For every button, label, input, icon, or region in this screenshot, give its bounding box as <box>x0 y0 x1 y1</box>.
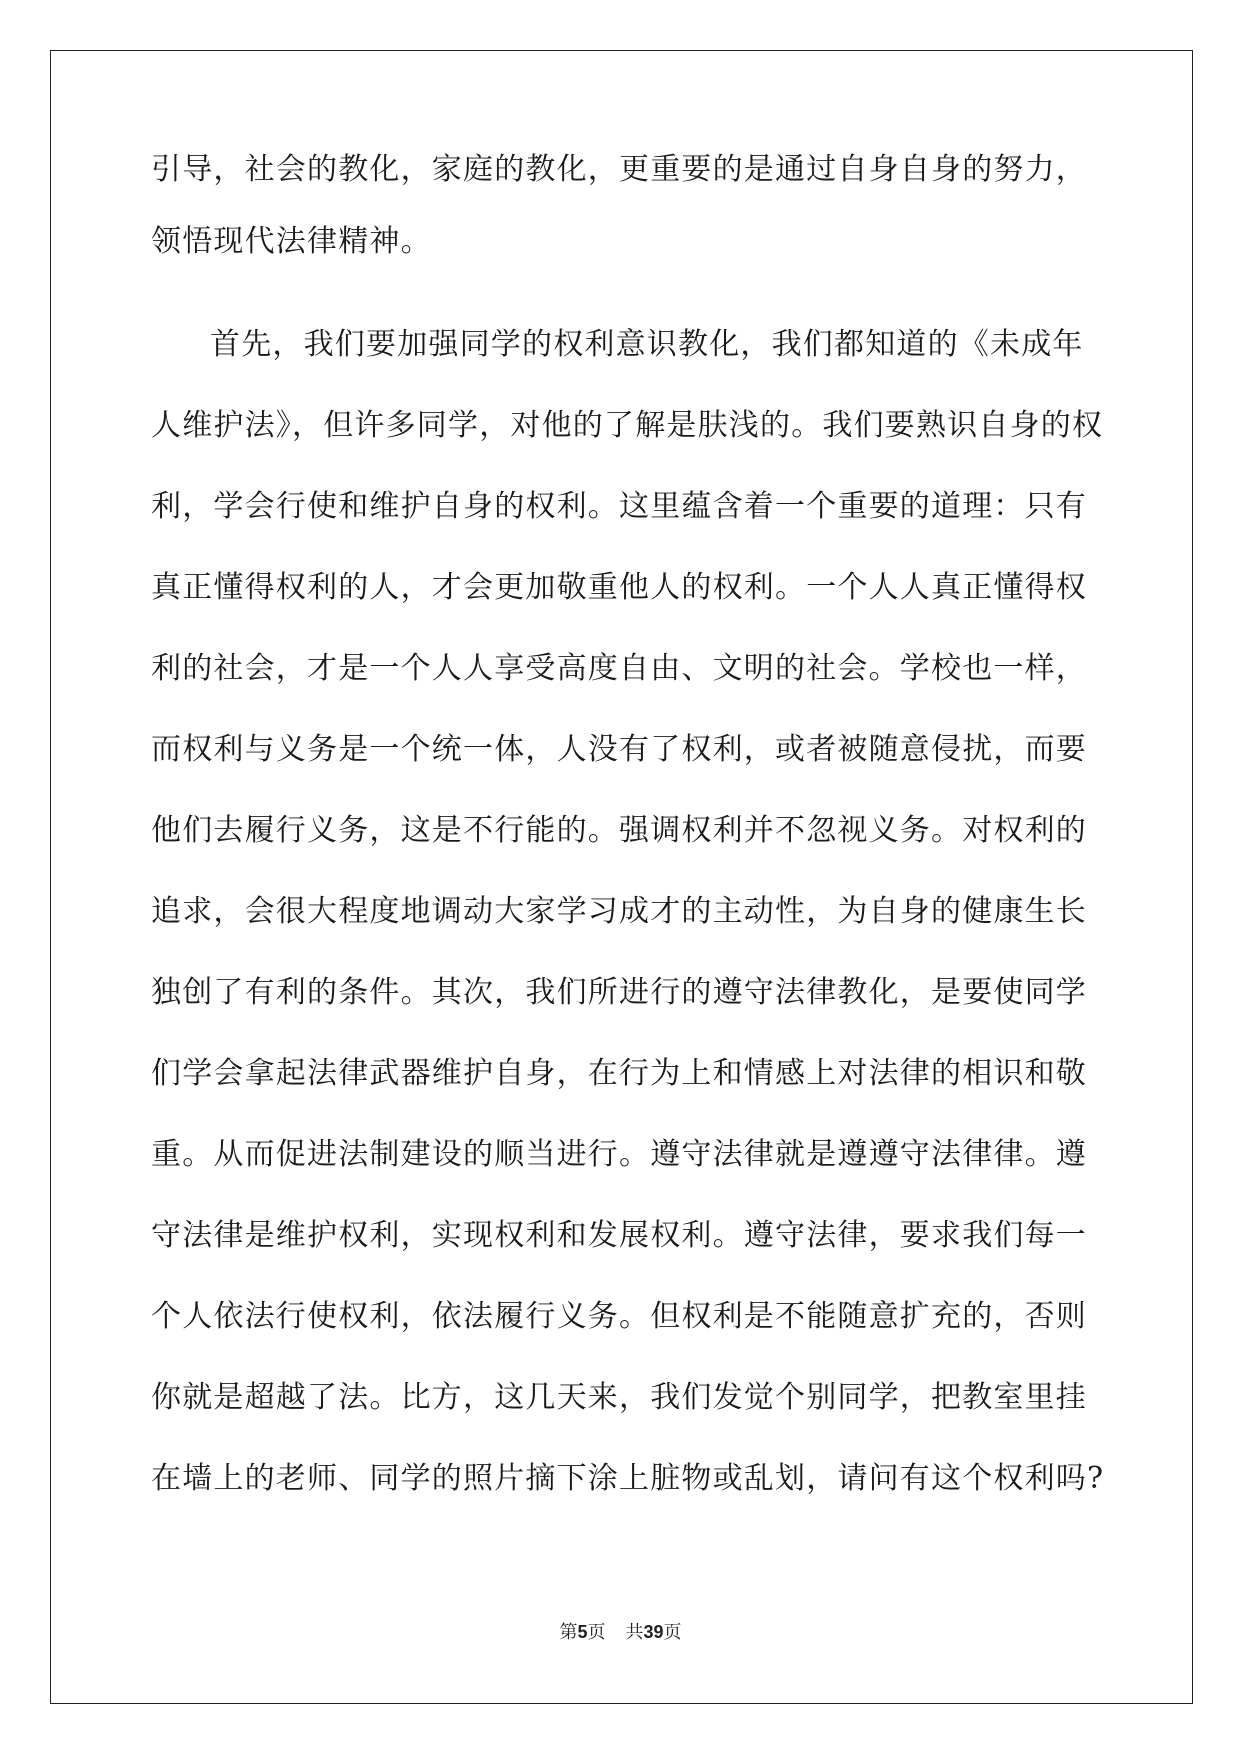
text-line: 领悟现代法律精神。 <box>151 224 432 259</box>
text-line: 个人依法行使权利，依法履行义务。但权利是不能随意扩充的，否则 <box>151 1299 1087 1334</box>
text-line: 他们去履行义务，这是不行能的。强调权利并不忽视义务。对权利的 <box>151 813 1087 848</box>
text-line: 利，学会行使和维护自身的权利。这里蕴含着一个重要的道理：只有 <box>151 489 1087 524</box>
page-footer <box>0 1618 1241 1644</box>
text-line: 守法律是维护权利，实现权利和发展权利。遵守法律，要求我们每一 <box>151 1218 1087 1253</box>
total-pages: 39 <box>643 1622 664 1642</box>
text-line-paragraph-start: 首先，我们要加强同学的权利意识教化，我们都知道的《未成年 <box>210 327 1084 362</box>
text-line: 追求，会很大程度地调动大家学习成才的主动性，为自身的健康生长 <box>151 894 1087 929</box>
text-line: 独创了有利的条件。其次，我们所进行的遵守法律教化，是要使同学 <box>151 975 1087 1010</box>
text-line: 利的社会，才是一个人人享受高度自由、文明的社会。学校也一样， <box>151 651 1087 686</box>
text-line: 而权利与义务是一个统一体，人没有了权利，或者被随意侵扰，而要 <box>151 732 1087 767</box>
page-prefix: 第 <box>559 1622 578 1643</box>
page-number: 5 <box>577 1622 588 1642</box>
page-border <box>50 50 1193 1704</box>
page-suffix: 页 <box>587 1622 606 1643</box>
text-line: 真正懂得权利的人，才会更加敬重他人的权利。一个人人真正懂得权 <box>151 570 1087 605</box>
text-line: 你就是超越了法。比方，这几天来，我们发觉个别同学，把教室里挂 <box>151 1380 1087 1415</box>
text-line: 人维护法》，但许多同学，对他的了解是肤浅的。我们要熟识自身的权 <box>151 408 1104 443</box>
total-prefix: 共 <box>625 1622 644 1643</box>
total-suffix: 页 <box>663 1622 682 1643</box>
text-line: 们学会拿起法律武器维护自身，在行为上和情感上对法律的相识和敬 <box>151 1056 1087 1091</box>
text-line: 引导，社会的教化，家庭的教化，更重要的是通过自身自身的努力， <box>151 152 1087 187</box>
text-line: 重。从而促进法制建设的顺当进行。遵守法律就是遵遵守法律律。遵 <box>151 1137 1087 1172</box>
text-line: 在墙上的老师、同学的照片摘下涂上脏物或乱划，请问有这个权利吗? <box>151 1461 1105 1496</box>
